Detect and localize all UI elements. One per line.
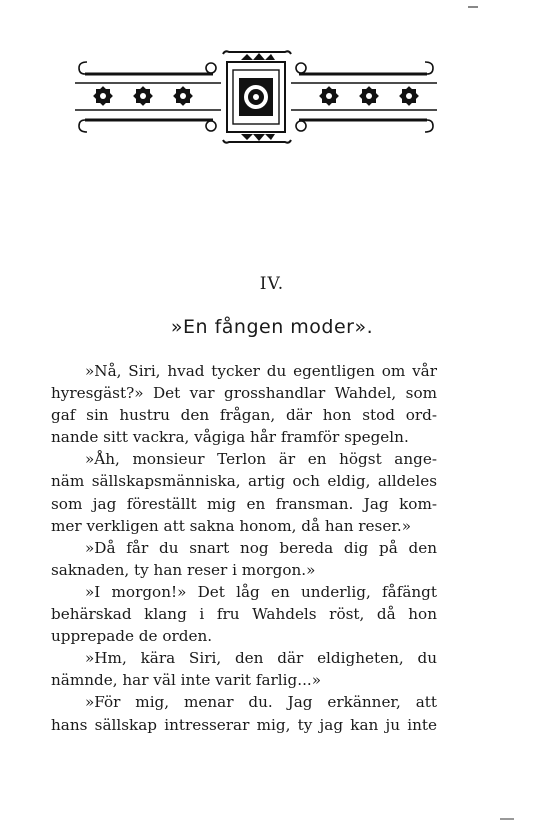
text-line: upprepade de orden. <box>51 627 213 646</box>
chapter-title: »En fången moder». <box>170 316 374 338</box>
text-line: nämnde, har väl inte varit farlig...» <box>51 671 322 690</box>
scan-speck <box>500 818 514 820</box>
text-line: som jag föreställt mig en fransman. Jag kom- <box>51 494 437 513</box>
text-line: saknaden, ty han reser i morgon.» <box>51 560 316 579</box>
text-line: behärskad klang i fru Wahdels röst, då hon <box>51 605 437 624</box>
chapter-ornament <box>75 48 437 144</box>
text-line: »Åh, monsieur Terlon är en högst ange- <box>85 450 437 469</box>
text-line: mer verkligen att sakna honom, då han reser.» <box>51 516 412 535</box>
text-line: näm sällskapsmänniska, artig och eldig, alldeles <box>51 472 437 491</box>
text-line: »I morgon!» Det låg en underlig, fåfängt <box>85 582 437 601</box>
text-line: hans sällskap intresserar mig, ty jag kan ju inte <box>51 715 437 734</box>
chapter-body <box>51 360 437 736</box>
text-line: nande sitt vackra, vågiga hår framför spegeln. <box>51 428 409 447</box>
text-line: »Då får du snart nog bereda dig på den <box>85 538 437 557</box>
text-line: »Hm, kära Siri, den där eldigheten, du <box>85 649 437 668</box>
text-line: »Nå, Siri, hvad tycker du egentligen om vår <box>85 362 437 380</box>
text-line: hyresgäst?» Det var grosshandlar Wahdel, som <box>51 384 437 403</box>
scan-speck <box>468 6 478 8</box>
text-line: »För mig, menar du. Jag erkänner, att <box>85 693 437 712</box>
text-line: gaf sin hustru den frågan, där hon stod ord- <box>51 406 437 425</box>
chapter-number: IV. <box>259 274 285 294</box>
